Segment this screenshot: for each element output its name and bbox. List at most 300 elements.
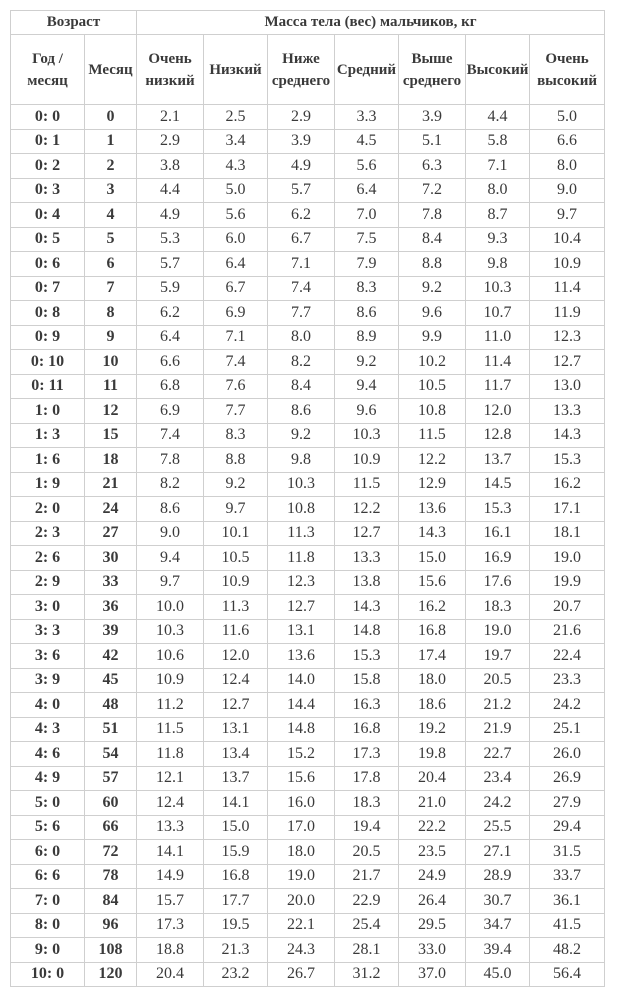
average-cell: 17.8 xyxy=(335,766,399,791)
above-average-cell: 10.2 xyxy=(399,350,466,375)
age-cell: 7: 0 xyxy=(11,889,85,914)
very-low-cell: 10.0 xyxy=(137,595,204,620)
age-cell: 0: 6 xyxy=(11,252,85,277)
below-average-cell: 8.4 xyxy=(268,374,335,399)
very-high-cell: 8.0 xyxy=(530,154,605,179)
table-row xyxy=(11,227,605,252)
average-cell: 12.7 xyxy=(335,521,399,546)
very-low-cell: 9.4 xyxy=(137,546,204,571)
below-average-cell: 20.0 xyxy=(268,889,335,914)
age-cell: 6: 0 xyxy=(11,840,85,865)
month-cell: 0 xyxy=(85,105,137,130)
age-cell: 2: 3 xyxy=(11,521,85,546)
low-cell: 12.7 xyxy=(204,693,268,718)
average-cell: 8.3 xyxy=(335,276,399,301)
high-cell: 28.9 xyxy=(466,864,530,889)
low-cell: 23.2 xyxy=(204,962,268,987)
high-cell: 5.8 xyxy=(466,129,530,154)
average-cell: 14.3 xyxy=(335,595,399,620)
above-average-cell: 18.6 xyxy=(399,693,466,718)
high-cell: 21.2 xyxy=(466,693,530,718)
average-cell: 12.2 xyxy=(335,497,399,522)
above-average-cell: 17.4 xyxy=(399,644,466,669)
month-cell: 72 xyxy=(85,840,137,865)
very-low-cell: 12.1 xyxy=(137,766,204,791)
below-average-cell: 14.4 xyxy=(268,693,335,718)
very-low-cell: 2.9 xyxy=(137,129,204,154)
average-cell: 19.4 xyxy=(335,815,399,840)
very-high-cell: 5.0 xyxy=(530,105,605,130)
above-average-cell: 18.0 xyxy=(399,668,466,693)
age-cell: 8: 0 xyxy=(11,913,85,938)
age-cell: 3: 9 xyxy=(11,668,85,693)
average-cell: 3.3 xyxy=(335,105,399,130)
below-average-cell: 9.8 xyxy=(268,448,335,473)
very-high-cell: 15.3 xyxy=(530,448,605,473)
very-high-cell: 25.1 xyxy=(530,717,605,742)
table-row xyxy=(11,766,605,791)
above-average-cell: 12.9 xyxy=(399,472,466,497)
table-row xyxy=(11,350,605,375)
table-row xyxy=(11,644,605,669)
high-cell: 24.2 xyxy=(466,791,530,816)
table-row xyxy=(11,325,605,350)
age-cell: 1: 9 xyxy=(11,472,85,497)
high-cell: 12.0 xyxy=(466,399,530,424)
column-header-year-month: Год / месяц xyxy=(11,35,85,105)
very-high-cell: 29.4 xyxy=(530,815,605,840)
very-low-cell: 14.9 xyxy=(137,864,204,889)
low-cell: 7.4 xyxy=(204,350,268,375)
high-cell: 45.0 xyxy=(466,962,530,987)
high-cell: 34.7 xyxy=(466,913,530,938)
month-cell: 7 xyxy=(85,276,137,301)
very-low-cell: 5.3 xyxy=(137,227,204,252)
age-cell: 4: 9 xyxy=(11,766,85,791)
table-row xyxy=(11,203,605,228)
month-cell: 3 xyxy=(85,178,137,203)
table-row xyxy=(11,619,605,644)
table-row xyxy=(11,717,605,742)
table-row xyxy=(11,423,605,448)
very-low-cell: 5.9 xyxy=(137,276,204,301)
average-cell: 31.2 xyxy=(335,962,399,987)
very-high-cell: 10.9 xyxy=(530,252,605,277)
month-cell: 78 xyxy=(85,864,137,889)
very-low-cell: 18.8 xyxy=(137,938,204,963)
low-cell: 11.6 xyxy=(204,619,268,644)
high-cell: 10.3 xyxy=(466,276,530,301)
age-cell: 0: 2 xyxy=(11,154,85,179)
high-cell: 16.1 xyxy=(466,521,530,546)
age-cell: 0: 11 xyxy=(11,374,85,399)
table-row xyxy=(11,693,605,718)
average-cell: 16.8 xyxy=(335,717,399,742)
average-cell: 7.0 xyxy=(335,203,399,228)
above-average-cell: 24.9 xyxy=(399,864,466,889)
high-cell: 17.6 xyxy=(466,570,530,595)
above-average-cell: 22.2 xyxy=(399,815,466,840)
very-high-cell: 18.1 xyxy=(530,521,605,546)
column-header-below-average: Ниже среднего xyxy=(268,35,335,105)
above-average-cell: 5.1 xyxy=(399,129,466,154)
month-cell: 15 xyxy=(85,423,137,448)
table-row xyxy=(11,668,605,693)
high-cell: 22.7 xyxy=(466,742,530,767)
month-cell: 84 xyxy=(85,889,137,914)
below-average-cell: 8.6 xyxy=(268,399,335,424)
below-average-cell: 10.8 xyxy=(268,497,335,522)
very-high-cell: 17.1 xyxy=(530,497,605,522)
very-high-cell: 12.3 xyxy=(530,325,605,350)
very-high-cell: 21.6 xyxy=(530,619,605,644)
age-cell: 1: 3 xyxy=(11,423,85,448)
average-cell: 8.6 xyxy=(335,301,399,326)
average-cell: 14.8 xyxy=(335,619,399,644)
above-average-cell: 19.2 xyxy=(399,717,466,742)
below-average-cell: 17.0 xyxy=(268,815,335,840)
average-cell: 9.2 xyxy=(335,350,399,375)
month-cell: 96 xyxy=(85,913,137,938)
very-high-cell: 16.2 xyxy=(530,472,605,497)
above-average-cell: 21.0 xyxy=(399,791,466,816)
table-row xyxy=(11,889,605,914)
weight-table-sheet xyxy=(10,10,604,994)
low-cell: 6.0 xyxy=(204,227,268,252)
below-average-cell: 8.2 xyxy=(268,350,335,375)
month-cell: 9 xyxy=(85,325,137,350)
average-cell: 7.5 xyxy=(335,227,399,252)
age-cell: 0: 0 xyxy=(11,105,85,130)
very-low-cell: 6.2 xyxy=(137,301,204,326)
very-high-cell: 41.5 xyxy=(530,913,605,938)
below-average-cell: 15.2 xyxy=(268,742,335,767)
table-row xyxy=(11,374,605,399)
average-cell: 21.7 xyxy=(335,864,399,889)
very-low-cell: 6.6 xyxy=(137,350,204,375)
below-average-cell: 13.1 xyxy=(268,619,335,644)
average-cell: 16.3 xyxy=(335,693,399,718)
low-cell: 2.5 xyxy=(204,105,268,130)
column-header-month: Месяц xyxy=(85,35,137,105)
low-cell: 19.5 xyxy=(204,913,268,938)
low-cell: 5.0 xyxy=(204,178,268,203)
month-cell: 54 xyxy=(85,742,137,767)
table-row xyxy=(11,301,605,326)
average-cell: 15.3 xyxy=(335,644,399,669)
average-cell: 9.6 xyxy=(335,399,399,424)
very-low-cell: 4.4 xyxy=(137,178,204,203)
very-low-cell: 7.4 xyxy=(137,423,204,448)
table-row xyxy=(11,840,605,865)
age-cell: 4: 3 xyxy=(11,717,85,742)
high-cell: 13.7 xyxy=(466,448,530,473)
average-cell: 28.1 xyxy=(335,938,399,963)
low-cell: 13.1 xyxy=(204,717,268,742)
very-high-cell: 31.5 xyxy=(530,840,605,865)
very-high-cell: 10.4 xyxy=(530,227,605,252)
average-cell: 10.3 xyxy=(335,423,399,448)
age-cell: 0: 3 xyxy=(11,178,85,203)
average-cell: 10.9 xyxy=(335,448,399,473)
low-cell: 13.7 xyxy=(204,766,268,791)
very-low-cell: 8.2 xyxy=(137,472,204,497)
high-cell: 4.4 xyxy=(466,105,530,130)
below-average-cell: 14.8 xyxy=(268,717,335,742)
very-low-cell: 9.7 xyxy=(137,570,204,595)
low-cell: 15.0 xyxy=(204,815,268,840)
below-average-cell: 26.7 xyxy=(268,962,335,987)
very-low-cell: 6.8 xyxy=(137,374,204,399)
below-average-cell: 2.9 xyxy=(268,105,335,130)
month-cell: 36 xyxy=(85,595,137,620)
above-average-cell: 11.5 xyxy=(399,423,466,448)
month-cell: 48 xyxy=(85,693,137,718)
average-cell: 8.9 xyxy=(335,325,399,350)
low-cell: 8.3 xyxy=(204,423,268,448)
average-cell: 25.4 xyxy=(335,913,399,938)
very-high-cell: 20.7 xyxy=(530,595,605,620)
above-average-cell: 20.4 xyxy=(399,766,466,791)
above-average-cell: 6.3 xyxy=(399,154,466,179)
very-high-cell: 26.0 xyxy=(530,742,605,767)
high-cell: 27.1 xyxy=(466,840,530,865)
age-cell: 4: 0 xyxy=(11,693,85,718)
below-average-cell: 6.7 xyxy=(268,227,335,252)
very-high-cell: 24.2 xyxy=(530,693,605,718)
low-cell: 6.4 xyxy=(204,252,268,277)
below-average-cell: 12.3 xyxy=(268,570,335,595)
above-average-cell: 16.2 xyxy=(399,595,466,620)
above-average-cell: 9.2 xyxy=(399,276,466,301)
above-average-cell: 12.2 xyxy=(399,448,466,473)
below-average-cell: 7.1 xyxy=(268,252,335,277)
age-cell: 5: 0 xyxy=(11,791,85,816)
table-row xyxy=(11,521,605,546)
low-cell: 10.5 xyxy=(204,546,268,571)
above-average-cell: 3.9 xyxy=(399,105,466,130)
age-cell: 0: 7 xyxy=(11,276,85,301)
very-low-cell: 10.3 xyxy=(137,619,204,644)
high-cell: 16.9 xyxy=(466,546,530,571)
high-cell: 9.8 xyxy=(466,252,530,277)
very-high-cell: 12.7 xyxy=(530,350,605,375)
high-cell: 25.5 xyxy=(466,815,530,840)
very-high-cell: 33.7 xyxy=(530,864,605,889)
below-average-cell: 19.0 xyxy=(268,864,335,889)
below-average-cell: 8.0 xyxy=(268,325,335,350)
high-cell: 18.3 xyxy=(466,595,530,620)
very-low-cell: 10.9 xyxy=(137,668,204,693)
very-low-cell: 12.4 xyxy=(137,791,204,816)
low-cell: 21.3 xyxy=(204,938,268,963)
month-cell: 5 xyxy=(85,227,137,252)
low-cell: 13.4 xyxy=(204,742,268,767)
age-cell: 3: 3 xyxy=(11,619,85,644)
very-low-cell: 20.4 xyxy=(137,962,204,987)
table-row xyxy=(11,595,605,620)
average-cell: 5.6 xyxy=(335,154,399,179)
high-cell: 8.7 xyxy=(466,203,530,228)
very-high-cell: 6.6 xyxy=(530,129,605,154)
age-cell: 0: 9 xyxy=(11,325,85,350)
very-low-cell: 3.8 xyxy=(137,154,204,179)
low-cell: 7.6 xyxy=(204,374,268,399)
month-cell: 33 xyxy=(85,570,137,595)
below-average-cell: 6.2 xyxy=(268,203,335,228)
column-header-high: Высокий xyxy=(466,35,530,105)
above-average-cell: 9.6 xyxy=(399,301,466,326)
above-average-cell: 7.8 xyxy=(399,203,466,228)
above-average-cell: 33.0 xyxy=(399,938,466,963)
above-average-cell: 10.8 xyxy=(399,399,466,424)
month-cell: 12 xyxy=(85,399,137,424)
below-average-cell: 14.0 xyxy=(268,668,335,693)
very-high-cell: 13.0 xyxy=(530,374,605,399)
low-cell: 9.7 xyxy=(204,497,268,522)
below-average-cell: 24.3 xyxy=(268,938,335,963)
above-average-cell: 15.0 xyxy=(399,546,466,571)
high-cell: 20.5 xyxy=(466,668,530,693)
high-cell: 12.8 xyxy=(466,423,530,448)
table-body xyxy=(11,105,605,987)
table-row xyxy=(11,276,605,301)
very-high-cell: 22.4 xyxy=(530,644,605,669)
below-average-cell: 13.6 xyxy=(268,644,335,669)
month-cell: 66 xyxy=(85,815,137,840)
very-high-cell: 48.2 xyxy=(530,938,605,963)
above-average-cell: 29.5 xyxy=(399,913,466,938)
month-cell: 45 xyxy=(85,668,137,693)
very-high-cell: 9.7 xyxy=(530,203,605,228)
age-cell: 2: 0 xyxy=(11,497,85,522)
very-low-cell: 10.6 xyxy=(137,644,204,669)
very-high-cell: 9.0 xyxy=(530,178,605,203)
column-header-low: Низкий xyxy=(204,35,268,105)
very-low-cell: 17.3 xyxy=(137,913,204,938)
age-cell: 4: 6 xyxy=(11,742,85,767)
low-cell: 7.1 xyxy=(204,325,268,350)
high-cell: 11.0 xyxy=(466,325,530,350)
very-low-cell: 6.4 xyxy=(137,325,204,350)
high-cell: 39.4 xyxy=(466,938,530,963)
age-cell: 2: 6 xyxy=(11,546,85,571)
month-cell: 8 xyxy=(85,301,137,326)
age-cell: 3: 0 xyxy=(11,595,85,620)
table-row xyxy=(11,472,605,497)
age-cell: 2: 9 xyxy=(11,570,85,595)
average-cell: 15.8 xyxy=(335,668,399,693)
table-row xyxy=(11,178,605,203)
table-row xyxy=(11,742,605,767)
month-cell: 51 xyxy=(85,717,137,742)
month-cell: 30 xyxy=(85,546,137,571)
low-cell: 8.8 xyxy=(204,448,268,473)
high-cell: 21.9 xyxy=(466,717,530,742)
below-average-cell: 7.7 xyxy=(268,301,335,326)
below-average-cell: 12.7 xyxy=(268,595,335,620)
low-cell: 12.4 xyxy=(204,668,268,693)
above-average-cell: 7.2 xyxy=(399,178,466,203)
low-cell: 4.3 xyxy=(204,154,268,179)
table-row xyxy=(11,962,605,987)
very-high-cell: 56.4 xyxy=(530,962,605,987)
month-cell: 27 xyxy=(85,521,137,546)
table-row xyxy=(11,570,605,595)
month-cell: 18 xyxy=(85,448,137,473)
very-high-cell: 11.4 xyxy=(530,276,605,301)
low-cell: 9.2 xyxy=(204,472,268,497)
age-cell: 1: 0 xyxy=(11,399,85,424)
very-low-cell: 4.9 xyxy=(137,203,204,228)
above-average-cell: 14.3 xyxy=(399,521,466,546)
mass-group-header: Масса тела (вес) мальчиков, кг xyxy=(137,11,605,35)
very-low-cell: 11.5 xyxy=(137,717,204,742)
month-cell: 57 xyxy=(85,766,137,791)
month-cell: 1 xyxy=(85,129,137,154)
month-cell: 4 xyxy=(85,203,137,228)
high-cell: 7.1 xyxy=(466,154,530,179)
low-cell: 15.9 xyxy=(204,840,268,865)
high-cell: 14.5 xyxy=(466,472,530,497)
average-cell: 13.8 xyxy=(335,570,399,595)
high-cell: 9.3 xyxy=(466,227,530,252)
boys-weight-table xyxy=(10,10,605,987)
age-cell: 0: 1 xyxy=(11,129,85,154)
month-cell: 60 xyxy=(85,791,137,816)
age-cell: 0: 4 xyxy=(11,203,85,228)
column-header-very-low: Очень низкий xyxy=(137,35,204,105)
month-cell: 24 xyxy=(85,497,137,522)
very-low-cell: 7.8 xyxy=(137,448,204,473)
low-cell: 6.9 xyxy=(204,301,268,326)
above-average-cell: 8.8 xyxy=(399,252,466,277)
below-average-cell: 15.6 xyxy=(268,766,335,791)
month-cell: 39 xyxy=(85,619,137,644)
table-row xyxy=(11,154,605,179)
age-group-header: Возраст xyxy=(11,11,137,35)
month-cell: 42 xyxy=(85,644,137,669)
very-low-cell: 8.6 xyxy=(137,497,204,522)
average-cell: 17.3 xyxy=(335,742,399,767)
table-row xyxy=(11,129,605,154)
very-high-cell: 19.9 xyxy=(530,570,605,595)
very-high-cell: 23.3 xyxy=(530,668,605,693)
high-cell: 10.7 xyxy=(466,301,530,326)
very-low-cell: 6.9 xyxy=(137,399,204,424)
month-cell: 11 xyxy=(85,374,137,399)
very-high-cell: 36.1 xyxy=(530,889,605,914)
very-low-cell: 13.3 xyxy=(137,815,204,840)
table-row xyxy=(11,864,605,889)
high-cell: 19.0 xyxy=(466,619,530,644)
average-cell: 22.9 xyxy=(335,889,399,914)
very-low-cell: 9.0 xyxy=(137,521,204,546)
month-cell: 21 xyxy=(85,472,137,497)
column-header-very-high: Очень высокий xyxy=(530,35,605,105)
low-cell: 14.1 xyxy=(204,791,268,816)
low-cell: 11.3 xyxy=(204,595,268,620)
very-high-cell: 27.9 xyxy=(530,791,605,816)
average-cell: 7.9 xyxy=(335,252,399,277)
table-row xyxy=(11,399,605,424)
above-average-cell: 13.6 xyxy=(399,497,466,522)
very-high-cell: 19.0 xyxy=(530,546,605,571)
high-cell: 8.0 xyxy=(466,178,530,203)
column-header-above-average: Выше среднего xyxy=(399,35,466,105)
very-low-cell: 14.1 xyxy=(137,840,204,865)
high-cell: 30.7 xyxy=(466,889,530,914)
